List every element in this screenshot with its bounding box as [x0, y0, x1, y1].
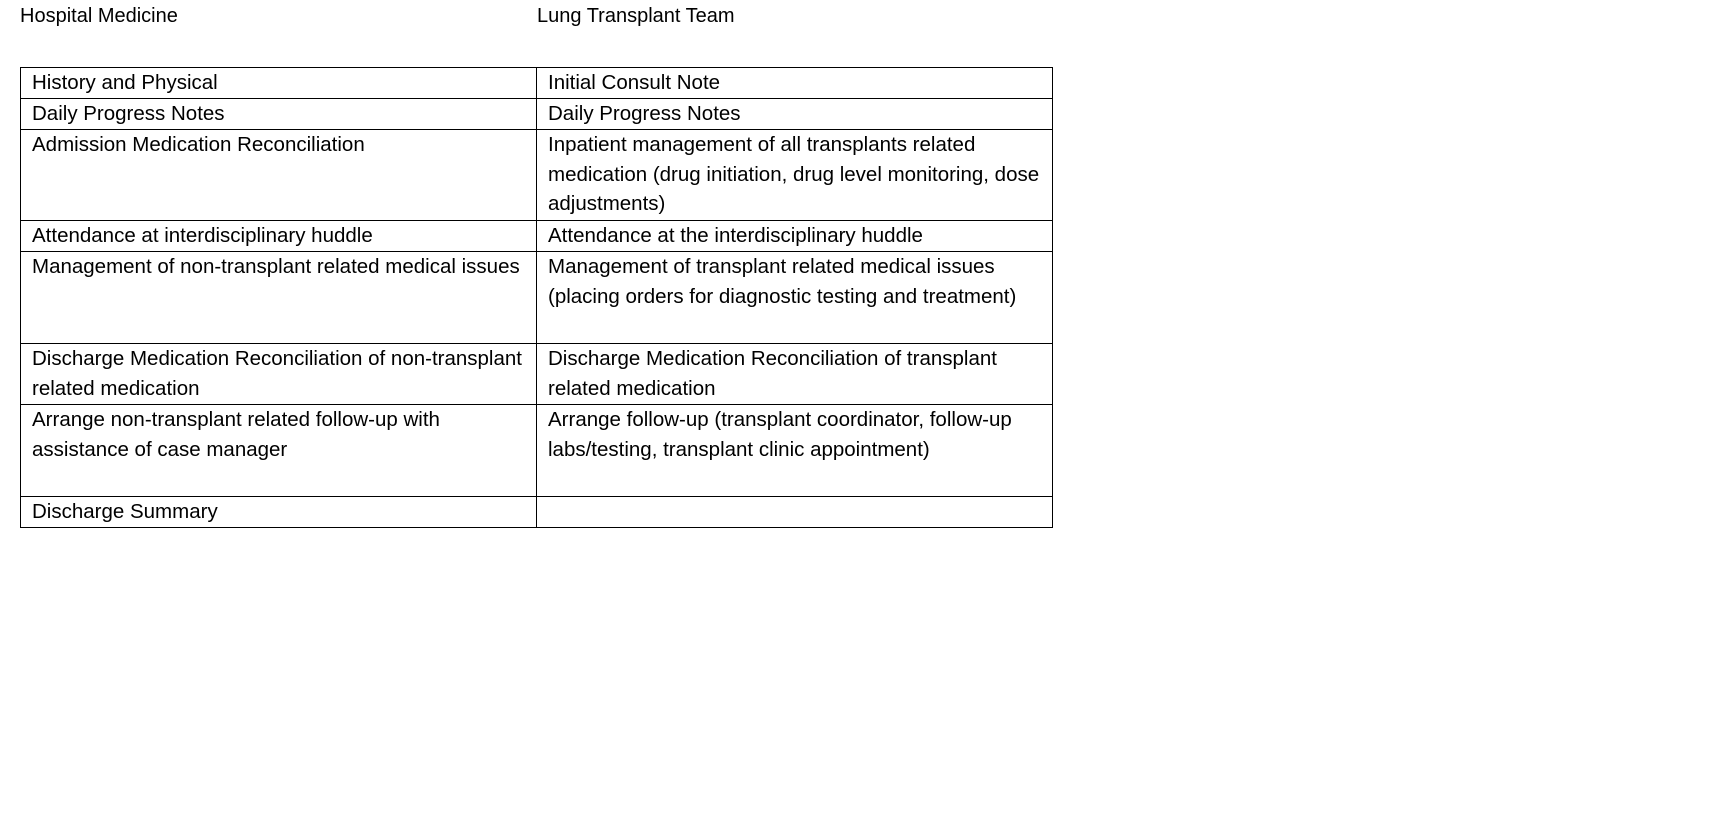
hospital-medicine-cell: Daily Progress Notes [21, 99, 537, 130]
table-row [21, 130, 1053, 221]
table-row [21, 344, 1053, 405]
table-row [21, 221, 1053, 252]
hospital-medicine-cell: Arrange non-transplant related follow-up with assistance of case manager [21, 405, 537, 497]
table-row [21, 405, 1053, 497]
lung-transplant-cell: Inpatient management of all transplants related medication (drug initiation, drug level monitoring, dose adjustments) [537, 130, 1053, 221]
lung-transplant-cell: Management of transplant related medical issues (placing orders for diagnostic testing and treatment) [537, 252, 1053, 344]
lung-transplant-cell: Arrange follow-up (transplant coordinator, follow-up labs/testing, transplant clinic appointment) [537, 405, 1053, 497]
lung-transplant-cell [537, 497, 1053, 528]
hospital-medicine-cell: Management of non-transplant related medical issues [21, 252, 537, 344]
table-row [21, 68, 1053, 99]
header-lung-transplant-team: Lung Transplant Team [537, 5, 735, 27]
lung-transplant-cell: Initial Consult Note [537, 68, 1053, 99]
hospital-medicine-cell: History and Physical [21, 68, 537, 99]
lung-transplant-cell: Daily Progress Notes [537, 99, 1053, 130]
table-row [21, 99, 1053, 130]
lung-transplant-cell: Attendance at the interdisciplinary huddle [537, 221, 1053, 252]
column-headers [20, 3, 1060, 29]
lung-transplant-cell: Discharge Medication Reconciliation of transplant related medication [537, 344, 1053, 405]
hospital-medicine-cell: Attendance at interdisciplinary huddle [21, 221, 537, 252]
responsibilities-table [20, 67, 1053, 528]
hospital-medicine-cell: Discharge Summary [21, 497, 537, 528]
hospital-medicine-cell: Discharge Medication Reconciliation of non-transplant related medication [21, 344, 537, 405]
table-row [21, 252, 1053, 344]
table-row [21, 497, 1053, 528]
header-hospital-medicine: Hospital Medicine [20, 5, 178, 27]
hospital-medicine-cell: Admission Medication Reconciliation [21, 130, 537, 221]
